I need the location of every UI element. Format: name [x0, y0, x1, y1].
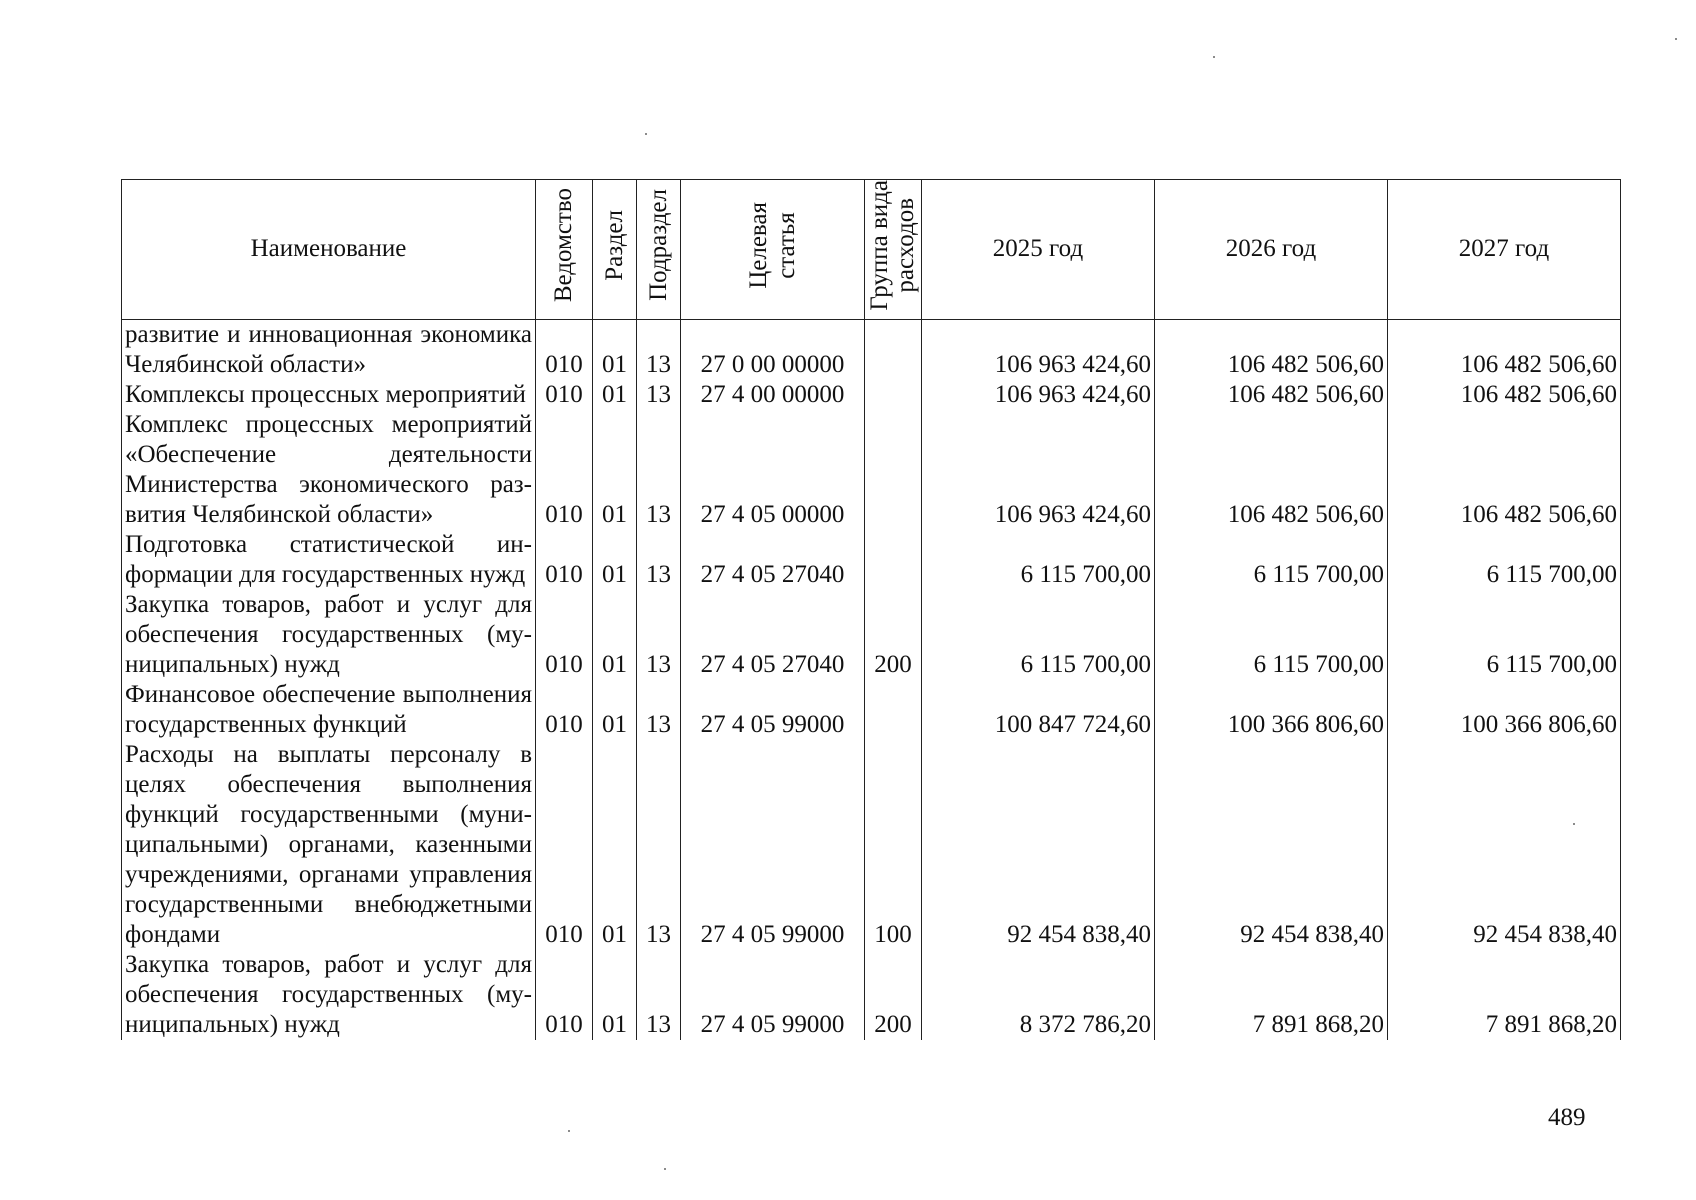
- header-target-article-label: [745, 202, 801, 289]
- row-expense-group: [865, 319, 922, 380]
- row-expense-group: [865, 380, 922, 410]
- row-department: 010: [536, 530, 593, 590]
- row-amount-2025: 106 963 424,60: [922, 380, 1155, 410]
- scan-speck: [568, 1130, 570, 1132]
- row-department: 010: [536, 380, 593, 410]
- row-target-article: 27 4 05 99000: [681, 680, 865, 740]
- row-amount-2026: 106 482 506,60: [1155, 319, 1388, 380]
- row-amount-2025: 106 963 424,60: [922, 319, 1155, 380]
- row-amount-2026: 6 115 700,00: [1155, 530, 1388, 590]
- row-subsection: 13: [637, 410, 681, 530]
- row-section: 01: [593, 680, 637, 740]
- row-amount-2026: 106 482 506,60: [1155, 410, 1388, 530]
- row-amount-2026: 100 366 806,60: [1155, 680, 1388, 740]
- page-number: 489: [1548, 1104, 1586, 1131]
- scan-speck: [1675, 38, 1677, 40]
- row-amount-2026: 106 482 506,60: [1155, 380, 1388, 410]
- header-year-2027: 2027 год: [1388, 180, 1621, 320]
- row-subsection: 13: [637, 319, 681, 380]
- row-name: Подготовка статистической информации для государственных нужд: [122, 530, 536, 590]
- row-amount-2025: 100 847 724,60: [922, 680, 1155, 740]
- header-name: Наименование: [122, 180, 536, 320]
- row-department: 010: [536, 950, 593, 1040]
- row-amount-2027: 106 482 506,60: [1388, 380, 1621, 410]
- header-expense-group-label: [867, 180, 919, 311]
- scan-speck: [1213, 56, 1215, 58]
- row-expense-group: [865, 680, 922, 740]
- row-subsection: 13: [637, 530, 681, 590]
- header-subsection: [637, 180, 681, 320]
- row-department: 010: [536, 590, 593, 680]
- header-section-label: Раздел: [600, 209, 628, 281]
- row-section: 01: [593, 319, 637, 380]
- row-amount-2027: 106 482 506,60: [1388, 410, 1621, 530]
- row-amount-2025: 6 115 700,00: [922, 590, 1155, 680]
- row-target-article: 27 4 05 99000: [681, 950, 865, 1040]
- header-expense-group-line1: Группа вида: [866, 180, 893, 311]
- scan-speck: [645, 133, 647, 135]
- header-target-article-line1: Целевая: [744, 201, 772, 289]
- row-amount-2027: 92 454 838,40: [1388, 740, 1621, 950]
- header-target-article: [681, 180, 865, 320]
- scan-speck: [664, 1168, 666, 1170]
- row-name: Финансовое обеспечение выполнения государственных функций: [122, 680, 536, 740]
- row-department: 010: [536, 740, 593, 950]
- row-name: Расходы на выплаты персоналу в целях обеспечения выполнения функций государственными (муниципальными) органами, казенными учреждениями, органами управления государственными внебюджетными фондами: [122, 740, 536, 950]
- row-department: 010: [536, 410, 593, 530]
- row-subsection: 13: [637, 740, 681, 950]
- row-section: 01: [593, 410, 637, 530]
- row-target-article: 27 4 05 00000: [681, 410, 865, 530]
- row-section: 01: [593, 530, 637, 590]
- header-section: [593, 180, 637, 320]
- row-subsection: 13: [637, 590, 681, 680]
- row-amount-2026: 7 891 868,20: [1155, 950, 1388, 1040]
- header-year-2025: 2025 год: [922, 180, 1155, 320]
- row-target-article: 27 4 00 00000: [681, 380, 865, 410]
- row-name: Закупка товаров, работ и услуг для обеспечения государственных (муниципальных) нужд: [122, 590, 536, 680]
- table-row: [122, 380, 1621, 410]
- row-name: развитие и инновационная экономика Челябинской области»: [122, 319, 536, 380]
- row-expense-group: 200: [865, 590, 922, 680]
- row-subsection: 13: [637, 380, 681, 410]
- row-name: Комплексы процессных мероприятий: [122, 380, 536, 410]
- row-target-article: 27 4 05 27040: [681, 530, 865, 590]
- row-section: 01: [593, 740, 637, 950]
- table-row: [122, 319, 1621, 380]
- row-subsection: 13: [637, 950, 681, 1040]
- row-amount-2027: 6 115 700,00: [1388, 530, 1621, 590]
- scan-speck: [1573, 823, 1575, 825]
- header-target-article-line2: статья: [772, 212, 800, 279]
- row-amount-2027: 7 891 868,20: [1388, 950, 1621, 1040]
- row-name: Закупка товаров, работ и услуг для обеспечения государственных (муниципальных) нужд: [122, 950, 536, 1040]
- row-target-article: 27 0 00 00000: [681, 319, 865, 380]
- row-section: 01: [593, 590, 637, 680]
- row-section: 01: [593, 380, 637, 410]
- row-target-article: 27 4 05 27040: [681, 590, 865, 680]
- row-section: 01: [593, 950, 637, 1040]
- table-row: [122, 680, 1621, 740]
- header-expense-group-line2: расходов: [892, 197, 919, 293]
- table-row: [122, 950, 1621, 1040]
- header-year-2026: 2026 год: [1155, 180, 1388, 320]
- row-name: Комплекс процессных мероприятий «Обеспечение деятельности Министерства экономического развития Челябинской области»: [122, 410, 536, 530]
- header-department: [536, 180, 593, 320]
- row-expense-group: [865, 530, 922, 590]
- row-expense-group: 200: [865, 950, 922, 1040]
- row-amount-2027: 6 115 700,00: [1388, 590, 1621, 680]
- budget-table: [121, 179, 1621, 1040]
- row-amount-2027: 106 482 506,60: [1388, 319, 1621, 380]
- table-row: [122, 410, 1621, 530]
- row-amount-2026: 6 115 700,00: [1155, 590, 1388, 680]
- row-amount-2025: 6 115 700,00: [922, 530, 1155, 590]
- row-amount-2027: 100 366 806,60: [1388, 680, 1621, 740]
- table-header-row: [122, 180, 1621, 320]
- row-target-article: 27 4 05 99000: [681, 740, 865, 950]
- row-department: 010: [536, 319, 593, 380]
- table-row: [122, 530, 1621, 590]
- header-expense-group: [865, 180, 922, 320]
- row-amount-2026: 92 454 838,40: [1155, 740, 1388, 950]
- table-row: [122, 740, 1621, 950]
- row-expense-group: 100: [865, 740, 922, 950]
- row-amount-2025: 92 454 838,40: [922, 740, 1155, 950]
- row-amount-2025: 8 372 786,20: [922, 950, 1155, 1040]
- header-subsection-label: Подраздел: [644, 189, 672, 302]
- header-department-label: Ведомство: [550, 188, 577, 303]
- row-amount-2025: 106 963 424,60: [922, 410, 1155, 530]
- row-expense-group: [865, 410, 922, 530]
- row-department: 010: [536, 680, 593, 740]
- table-row: [122, 590, 1621, 680]
- row-subsection: 13: [637, 680, 681, 740]
